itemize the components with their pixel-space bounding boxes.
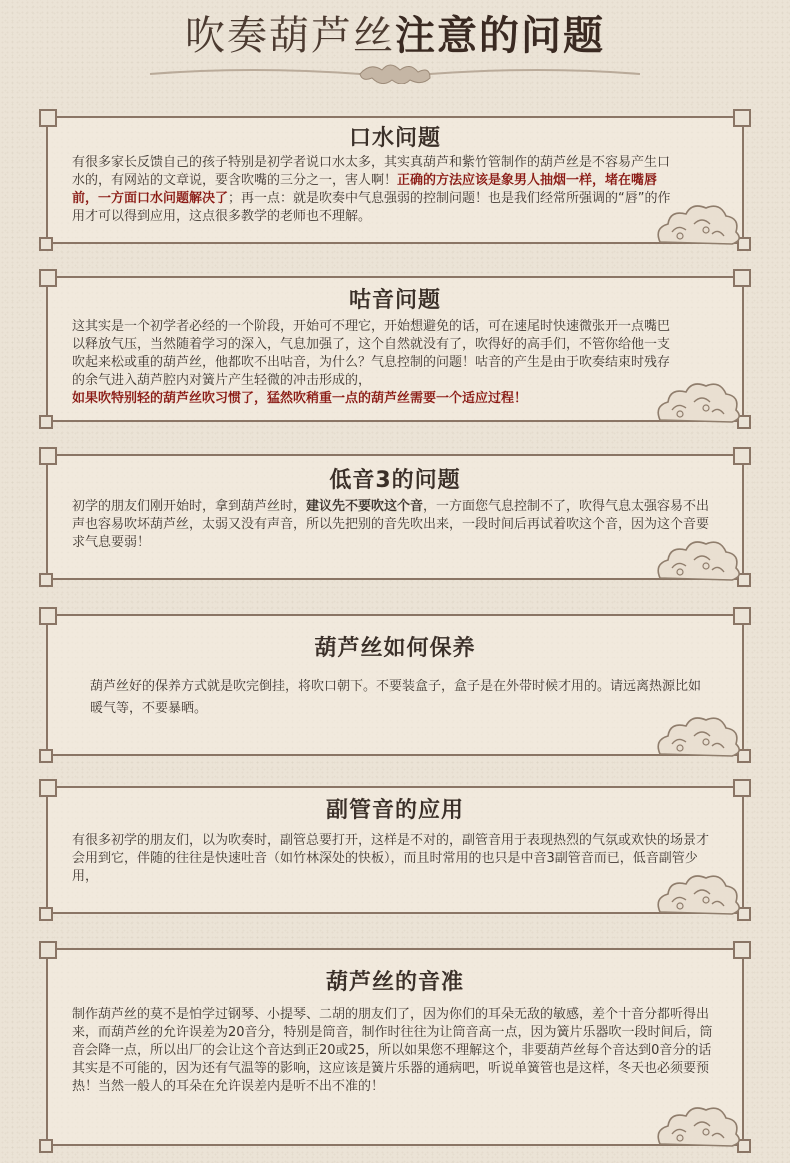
- section-emphasis: 建议先不要吹这个音: [306, 499, 424, 514]
- section-body: [48, 1006, 742, 1096]
- section-title: 葫芦丝如何保养: [314, 636, 476, 661]
- section-panel-auxiliary-pipe: [46, 786, 744, 914]
- section-text: 制作葫芦丝的莫不是怕学过钢琴、小提琴、二胡的朋友们了，因为你们的耳朵无敌的敏感，差个十音分都听得出来，而葫芦丝的允许误差为20音分，特别是筒音，制作时往往为让筒音高一点，因为簧片乐器吹一段时间后，筒音会降一点，所以出厂的会让这个音达到正20或25，所以如果您不理解这个，非要葫芦丝每个音达到0音分的话其实是不可能的，因为还有气温等的影响，这应该是簧片乐器的通病吧，听说单簧管也是这样，冬天也必须要预热！当然一般人的耳朵在允许误差内是听不出不准的！: [72, 1007, 713, 1094]
- cloud-divider-decoration: [0, 60, 790, 84]
- corner-ornament: [39, 749, 53, 763]
- section-body: [48, 318, 742, 408]
- section-highlight: 正确的方法应该是象男人抽烟一样，堵在嘴唇前，一方面口水问题解决了: [72, 173, 658, 206]
- cloud-decoration-icon: [650, 714, 746, 762]
- cloud-decoration-icon: [650, 202, 746, 250]
- corner-ornament: [39, 1139, 53, 1153]
- page-title-bold: 注意的问题: [395, 13, 605, 59]
- section-text: 有很多初学的朋友们，以为吹奏时，副管总要打开，这样是不对的，副管音用于表现热烈的气氛或欢快的场景才会用到它，伴随的往往是快速吐音（如竹林深处的快板），而且时常用的也只是中音3副管音而已，低音副管少用，: [72, 833, 710, 884]
- section-text: ；再一点：就是吹奏中气息强弱的控制问题！也是我们经常所强调的“唇”的作用才可以得到应用，这点很多教学的老师也不理解。: [72, 191, 671, 224]
- section-panel-intonation: [46, 948, 744, 1146]
- page-title-normal: 吹奏葫芦丝: [185, 13, 395, 59]
- corner-ornament: [39, 415, 53, 429]
- section-panel-low-3: [46, 454, 744, 580]
- section-title: 低音3的问题: [329, 468, 461, 493]
- section-body: [48, 832, 742, 886]
- page-header: [0, 0, 790, 88]
- section-body: [48, 154, 742, 226]
- corner-ornament: [39, 907, 53, 921]
- section-panel-gurgle: [46, 276, 744, 422]
- section-highlight: 如果吹特别轻的葫芦丝吹习惯了，猛然吹稍重一点的葫芦丝需要一个适应过程！: [72, 391, 528, 406]
- section-text: 这其实是一个初学者必经的一个阶段，开始可不理它，开始想避免的话，可在速尾时快速微张开一点嘴巴以释放气压，当然随着学习的深入，气息加强了，这个自然就没有了，吹得好的高手们，不管你给他一支吹起来松或重的葫芦丝，他都吹不出咕音，为什么？气息控制的问题！咕音的产生是由于吹奏结束时残存的余气进入葫芦腔内对簧片产生轻微的冲击形成的，: [72, 319, 671, 388]
- section-title: 咕音问题: [348, 288, 441, 313]
- section-panel-maintenance: [46, 614, 744, 756]
- cloud-decoration-icon: [650, 872, 746, 920]
- section-body: [48, 676, 742, 720]
- section-panel-saliva: [46, 116, 744, 244]
- corner-ornament: [39, 237, 53, 251]
- cloud-decoration-icon: [650, 380, 746, 428]
- cloud-decoration-icon: [650, 1104, 746, 1152]
- section-text: 初学的朋友们刚开始时，拿到葫芦丝时，: [72, 499, 307, 514]
- section-text: 葫芦丝好的保养方式就是吹完倒挂，将吹口朝下。不要装盒子，盒子是在外带时候才用的。请远离热源比如暖气等，不要暴晒。: [90, 679, 702, 716]
- section-title: 口水问题: [348, 126, 441, 151]
- page-title: [0, 10, 790, 62]
- section-text: 有很多家长反馈自己的孩子特别是初学者说口水太多，其实真葫芦和紫竹管制作的葫芦丝是不容易产生口水的，有网站的文章说，要含吹嘴的三分之一，害人啊！: [72, 155, 671, 188]
- corner-ornament: [39, 573, 53, 587]
- section-text: ，一方面您气息控制不了，吹得气息太强容易不出声也容易吹坏葫芦丝，太弱又没有声音，所以先把别的音先吹出来，一段时间后再试着吹这个音，因为这个音要求气息要弱！: [72, 499, 710, 550]
- section-title: 葫芦丝的音准: [325, 970, 464, 995]
- section-title: 副管音的应用: [325, 798, 464, 823]
- cloud-decoration-icon: [650, 538, 746, 586]
- section-body: [48, 498, 742, 552]
